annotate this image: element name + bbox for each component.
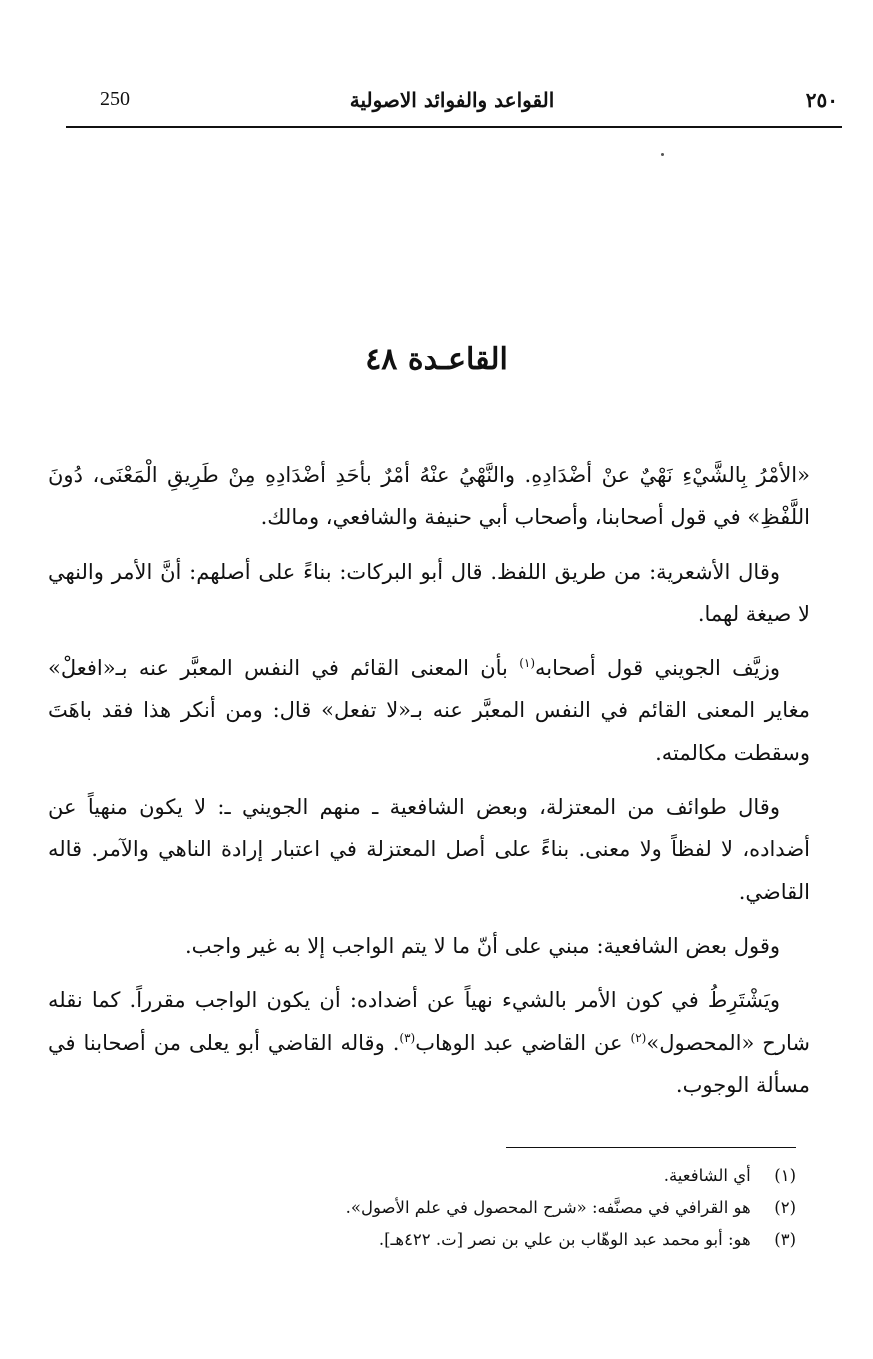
footnote-ref: (١) xyxy=(519,656,536,671)
paragraph-text: . وقاله القاضي أبو يعلى من أصحابنا في مسألة الوجوب. xyxy=(48,1030,810,1097)
paragraph xyxy=(48,979,810,1106)
rule-title: القاعـدة ٤٨ xyxy=(365,342,508,377)
footnotes xyxy=(280,1160,796,1256)
paragraph-text: بأن المعنى القائم في النفس المعبَّر عنه بـ«افعلْ» مغاير المعنى القائم في النفس المعبَّر عنه بـ«لا تفعل» قال: ومن أنكر هذا فقد باهَتَ وسقطت مكالمته. xyxy=(48,656,810,765)
footnote-number: (٢) xyxy=(774,1198,796,1217)
footnote-rule xyxy=(506,1147,796,1148)
footnote-number: (٣) xyxy=(774,1230,796,1249)
paragraph-text: عن القاضي عبد الوهاب xyxy=(415,1030,631,1055)
page-number-latin: 250 xyxy=(100,88,130,110)
book-title: القواعد والفوائد الاصولية xyxy=(349,88,555,112)
print-speck xyxy=(661,153,664,156)
footnote-item xyxy=(280,1224,796,1256)
body-text xyxy=(48,454,810,1118)
running-header xyxy=(62,86,842,120)
footnote-item xyxy=(280,1160,796,1192)
footnote-text: هو القرافي في مصنَّفه: «شرح المحصول في علم الأصول». xyxy=(345,1198,751,1217)
paragraph-text: ويَشْتَرِطُ في كون الأمر بالشيء نهياً عن أضداده: أن يكون الواجب مقرراً. كما نقله شارح «المحصول» xyxy=(48,988,810,1055)
footnote-number: (١) xyxy=(774,1166,796,1185)
footnote-ref: (٢) xyxy=(630,1030,647,1045)
footnote-ref: (٣) xyxy=(399,1030,416,1045)
paragraph-text: وزيَّف الجويني قول أصحابه xyxy=(535,656,780,681)
footnote-item xyxy=(280,1192,796,1224)
paragraph: وقال الأشعرية: من طريق اللفظ. قال أبو البركات: بناءً على أصلهم: أنَّ الأمر والنهي لا صيغة لهما. xyxy=(48,559,810,626)
page-number-arabic: ٢٥٠ xyxy=(805,88,838,112)
footnote-text: هو: أبو محمد عبد الوهّاب بن علي بن نصر [ت. ٤٢٢هـ]. xyxy=(378,1230,751,1249)
paragraph xyxy=(48,647,810,774)
paragraph: وقال طوائف من المعتزلة، وبعض الشافعية ـ منهم الجويني ـ: لا يكون منهياً عن أضداده، لا لفظاً ولا معنى. بناءً على أصل المعتزلة في اعتبار إرادة الناهي والآمر. قاله القاضي. xyxy=(48,795,810,904)
header-rule xyxy=(66,126,842,128)
paragraph: «الأمْرُ بِالشَّيْءِ نَهْيٌ عنْ أضْدَادِهِ. والنَّهْيُ عنْهُ أمْرٌ بأحَدِ أضْدَادِهِ مِنْ طَرِيقِ الْمَعْنَى، دُونَ اللَّفْظِ» في قول أصحابنا، وأصحاب أبي حنيفة والشافعي، ومالك. xyxy=(48,463,810,530)
footnote-text: أي الشافعية. xyxy=(663,1166,751,1185)
paragraph: وقول بعض الشافعية: مبني على أنّ ما لا يتم الواجب إلا به غير واجب. xyxy=(184,933,780,958)
